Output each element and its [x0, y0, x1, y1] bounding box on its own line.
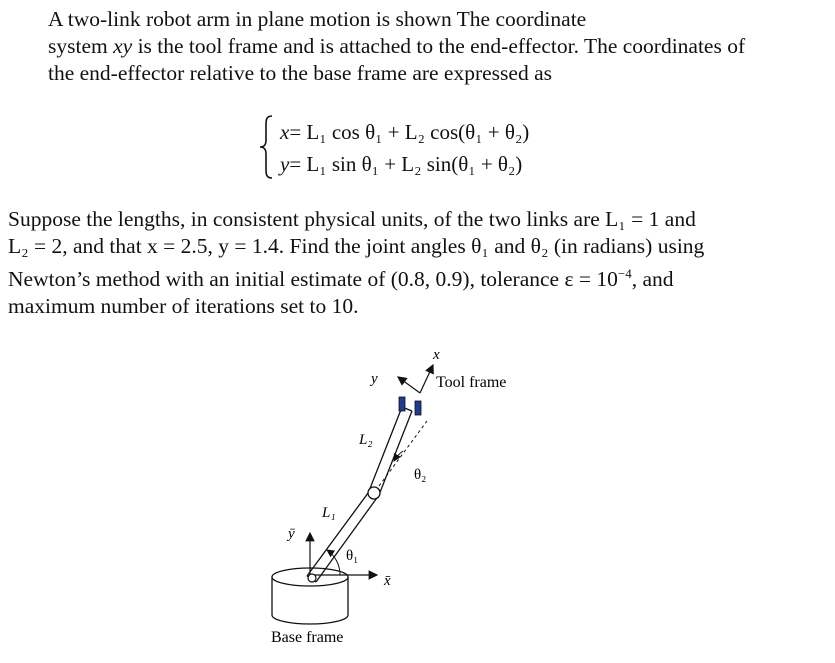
- tool-x-axis: [420, 365, 433, 393]
- tool-x-label: x: [433, 347, 440, 363]
- gripper: [399, 397, 421, 415]
- tool-frame-symbol: xy: [113, 34, 133, 58]
- robot-arm-figure: [255, 345, 545, 655]
- base-x-label: x̄: [384, 573, 391, 589]
- intro-line-3: the end-effector relative to the base frame are expressed as: [48, 61, 552, 85]
- elbow-joint: [368, 487, 380, 499]
- y-equation-rhs: = L₁ sin θ₁ + L₂ sin(θ₁ + θ₂): [289, 152, 523, 176]
- x-symbol: x: [280, 120, 290, 144]
- statement-line-3-end: , and: [631, 267, 674, 291]
- tolerance-exponent: −4: [617, 266, 632, 281]
- theta2-label: θ₂: [414, 467, 427, 483]
- link1-label: L₁: [322, 505, 336, 521]
- statement-line-3-start: Newton’s method with an initial estimate of (0.8, 0.9), tolerance ε = 10: [8, 267, 618, 291]
- base-frame-label: Base frame: [271, 629, 344, 646]
- intro-line-2-end: is the tool frame and is attached to the end-effector. The coordinates of: [132, 34, 746, 58]
- x-equation: [280, 120, 529, 145]
- problem-statement-paragraph: [8, 206, 820, 320]
- intro-line-2-start: system: [48, 34, 114, 58]
- base-y-label: ȳ: [288, 526, 295, 542]
- statement-line-4: maximum number of iterations set to 10.: [8, 294, 359, 318]
- x-equation-rhs: = L₁ cos θ₁ + L₂ cos(θ₁ + θ₂): [289, 120, 530, 144]
- left-brace: [258, 114, 280, 180]
- tool-y-label: y: [371, 371, 378, 387]
- base-joint: [308, 574, 316, 582]
- statement-line-3: [8, 260, 820, 293]
- tool-frame-label: Tool frame: [436, 374, 507, 391]
- intro-line-1: A two-link robot arm in plane motion is shown The coordinate: [48, 7, 587, 31]
- statement-line-1: Suppose the lengths, in consistent physical units, of the two links are L₁ = 1 and: [8, 207, 696, 231]
- link2-label: L₂: [359, 432, 373, 448]
- link-2: [369, 407, 412, 495]
- kinematics-equations: [258, 114, 578, 180]
- problem-intro-paragraph: [8, 6, 820, 87]
- robot-arm-diagram: [255, 345, 545, 655]
- y-equation: [280, 152, 522, 177]
- y-symbol: y: [280, 152, 290, 176]
- statement-line-2: L₂ = 2, and that x = 2.5, y = 1.4. Find the joint angles θ₁ and θ₂ (in radians) using: [8, 234, 705, 258]
- tool-y-axis: [398, 377, 420, 393]
- intro-line-2: [8, 33, 820, 60]
- theta1-label: θ₁: [346, 548, 359, 564]
